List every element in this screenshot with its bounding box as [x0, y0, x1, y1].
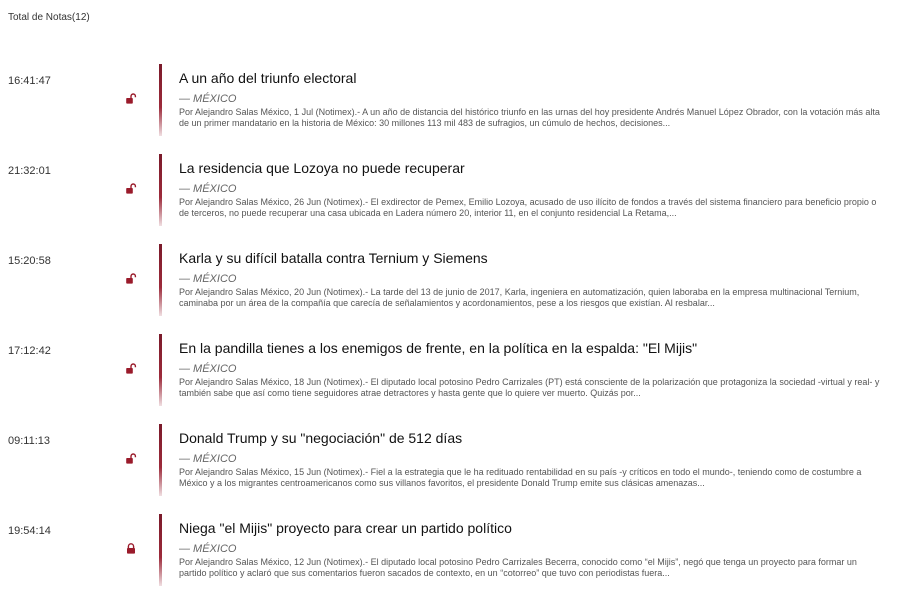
note-item[interactable]	[0, 330, 900, 420]
note-summary: Por Alejandro Salas México, 15 Jun (Notimex).- Fiel a la estrategia que le ha redituado rentabilidad en su país -y críticos en todo el mundo-, teniendo como de costumbre a México y a los migrantes centroamericanos como sus villanos favoritos, el presidente Donald Trump emite sus clásicas amenazas...	[179, 467, 862, 488]
total-notes-label: Total de Notas(12)	[8, 12, 90, 23]
note-title-link[interactable]: La residencia que Lozoya no puede recuperar	[179, 160, 465, 176]
lock-open-icon	[125, 183, 137, 195]
note-title-link[interactable]: Donald Trump y su "negociación" de 512 días	[179, 430, 463, 446]
lock-open-icon	[125, 273, 137, 285]
note-section: — MÉXICO	[179, 453, 237, 465]
note-summary: Por Alejandro Salas México, 1 Jul (Notimex).- A un año de distancia del histórico triunfo en las urnas del hoy presidente Andrés Manuel López Obrador, con la votación más alta de un primer mandatario en la historia de México: 30 millones 113 mil 483 de sufragios, un cúmulo de hechos, decisiones...	[179, 107, 880, 128]
note-item[interactable]	[0, 240, 900, 330]
note-title-link[interactable]: Karla y su difícil batalla contra Ternium y Siemens	[179, 250, 488, 266]
note-time: 21:32:01	[8, 165, 51, 177]
note-summary: Por Alejandro Salas México, 18 Jun (Notimex).- El diputado local potosino Pedro Carrizales (PT) está consciente de la polarización que protagoniza la sociedad -virtual y real- y también sabe que así como tiene seguidores atrae detractores y hasta gente que lo quiere ver muerto. Quizás por...	[179, 377, 880, 398]
note-summary: Por Alejandro Salas México, 20 Jun (Notimex).- La tarde del 13 de junio de 2017, Karla, ingeniera en automatización, quien laboraba en la empresa multinacional Ternium, caminaba por un área de la compañía que carecía de señalamientos y acordonamientos, pese a los riesgos que existían. Al resbalar...	[179, 287, 860, 308]
lock-open-icon	[125, 453, 137, 465]
note-title-link[interactable]: En la pandilla tienes a los enemigos de frente, en la política en la espalda: "El Mijis"	[179, 340, 698, 356]
lock-open-icon	[125, 93, 137, 105]
note-content	[179, 70, 884, 128]
note-title-link[interactable]: Niega "el Mijis" proyecto para crear un partido político	[179, 520, 512, 536]
note-content	[179, 430, 884, 488]
note-item[interactable]	[0, 150, 900, 240]
note-section: — MÉXICO	[179, 543, 237, 555]
note-content	[179, 250, 884, 308]
notes-list	[0, 60, 900, 600]
lock-closed-icon	[125, 543, 137, 555]
note-summary: Por Alejandro Salas México, 26 Jun (Notimex).- El exdirector de Pemex, Emilio Lozoya, acusado de uso ilícito de fondos a través del sistema financiero para beneficio propio o de terceros, no puede recuperar una casa ubicada en Ladera número 20, interior 11, en el conjunto residencial La Retama,...	[179, 197, 877, 218]
lock-open-icon	[125, 363, 137, 375]
note-time: 19:54:14	[8, 525, 51, 537]
note-section: — MÉXICO	[179, 93, 237, 105]
note-content	[179, 160, 884, 218]
note-content	[179, 340, 884, 398]
note-item[interactable]	[0, 60, 900, 150]
note-time: 17:12:42	[8, 345, 51, 357]
note-title-link[interactable]: A un año del triunfo electoral	[179, 70, 357, 86]
note-section: — MÉXICO	[179, 273, 237, 285]
note-accent-bar	[159, 64, 162, 136]
note-item[interactable]	[0, 420, 900, 510]
note-accent-bar	[159, 154, 162, 226]
note-section: — MÉXICO	[179, 183, 237, 195]
note-summary: Por Alejandro Salas México, 12 Jun (Notimex).- El diputado local potosino Pedro Carrizales Becerra, conocido como “el Mijis”, negó que tenga un proyecto para formar un partido político y aclaró que sus comentarios fueron sacados de contexto, en un “cotorreo” que tuvo con periodistas fuera...	[179, 557, 857, 578]
note-accent-bar	[159, 514, 162, 586]
note-time: 16:41:47	[8, 75, 51, 87]
note-time: 15:20:58	[8, 255, 51, 267]
note-accent-bar	[159, 244, 162, 316]
note-time: 09:11:13	[8, 435, 51, 447]
note-item[interactable]	[0, 510, 900, 600]
note-accent-bar	[159, 424, 162, 496]
note-accent-bar	[159, 334, 162, 406]
note-section: — MÉXICO	[179, 363, 237, 375]
note-content	[179, 520, 884, 578]
